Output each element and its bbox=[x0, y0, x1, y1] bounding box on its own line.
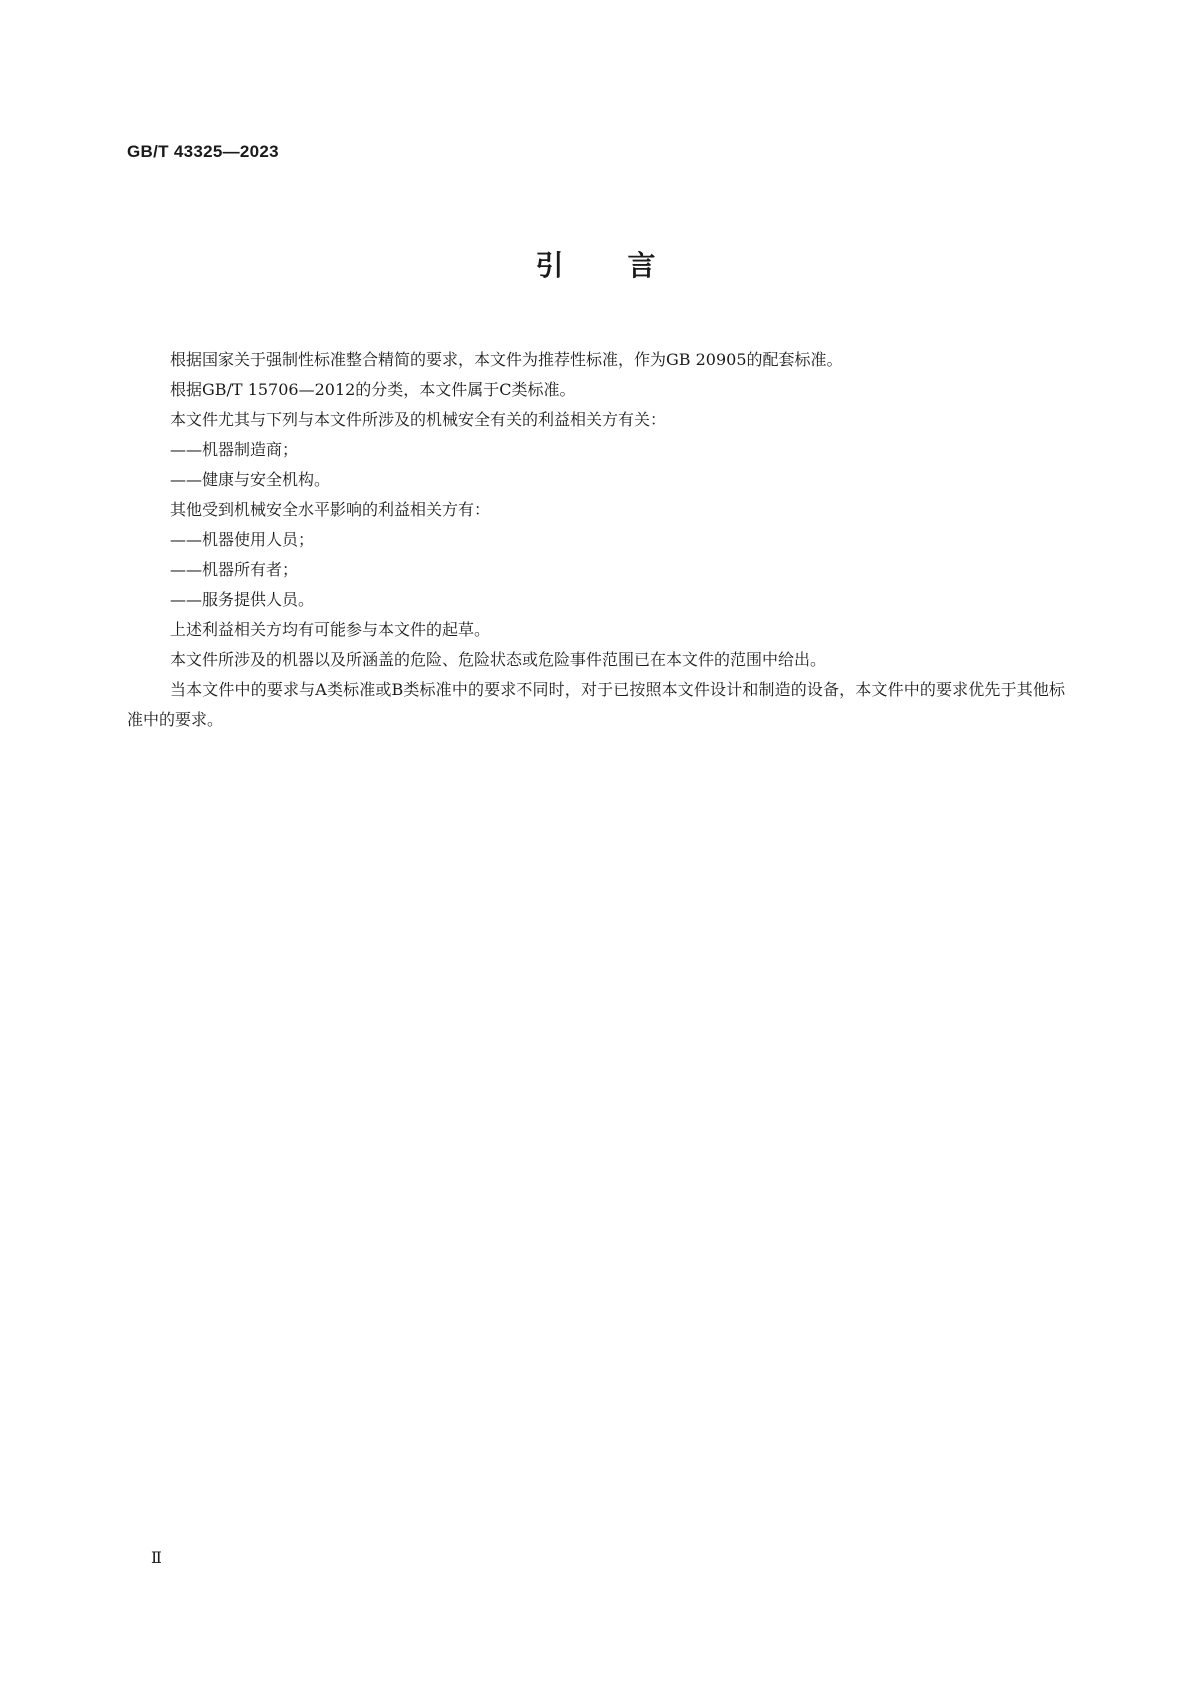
title-char-1: 引 bbox=[535, 249, 564, 282]
paragraph-other-stakeholders: 其他受到机械安全水平影响的利益相关方有： bbox=[170, 500, 491, 519]
page-title bbox=[0, 248, 1191, 284]
title-char-2: 言 bbox=[627, 249, 656, 282]
list-item-health-safety: ——健康与安全机构。 bbox=[170, 470, 331, 489]
list-item-users: ——机器使用人员； bbox=[170, 530, 315, 549]
page-number: Ⅱ bbox=[151, 1548, 162, 1567]
list-item-owners: ——机器所有者； bbox=[170, 560, 299, 579]
list-item-service-providers: ——服务提供人员。 bbox=[170, 590, 315, 609]
standard-code: GB/T 43325—2023 bbox=[127, 142, 279, 161]
paragraph-priority: 当本文件中的要求与A类标准或B类标准中的要求不同时，对于已按照本文件设计和制造的设备，本文件中的要求优先于其他标准中的要求。 bbox=[127, 680, 1065, 729]
introduction-body bbox=[127, 345, 1065, 735]
paragraph-stakeholders-intro: 本文件尤其与下列与本文件所涉及的机械安全有关的利益相关方有关： bbox=[170, 410, 667, 429]
paragraph-drafting: 上述利益相关方均有可能参与本文件的起草。 bbox=[170, 620, 491, 639]
list-item-manufacturers: ——机器制造商； bbox=[170, 440, 299, 459]
paragraph-recommendation: 根据国家关于强制性标准整合精简的要求，本文件为推荐性标准，作为GB 20905的配套标准。 bbox=[170, 350, 843, 369]
paragraph-scope: 本文件所涉及的机器以及所涵盖的危险、危险状态或危险事件范围已在本文件的范围中给出。 bbox=[170, 650, 827, 669]
paragraph-classification: 根据GB/T 15706—2012的分类，本文件属于C类标准。 bbox=[170, 380, 576, 399]
